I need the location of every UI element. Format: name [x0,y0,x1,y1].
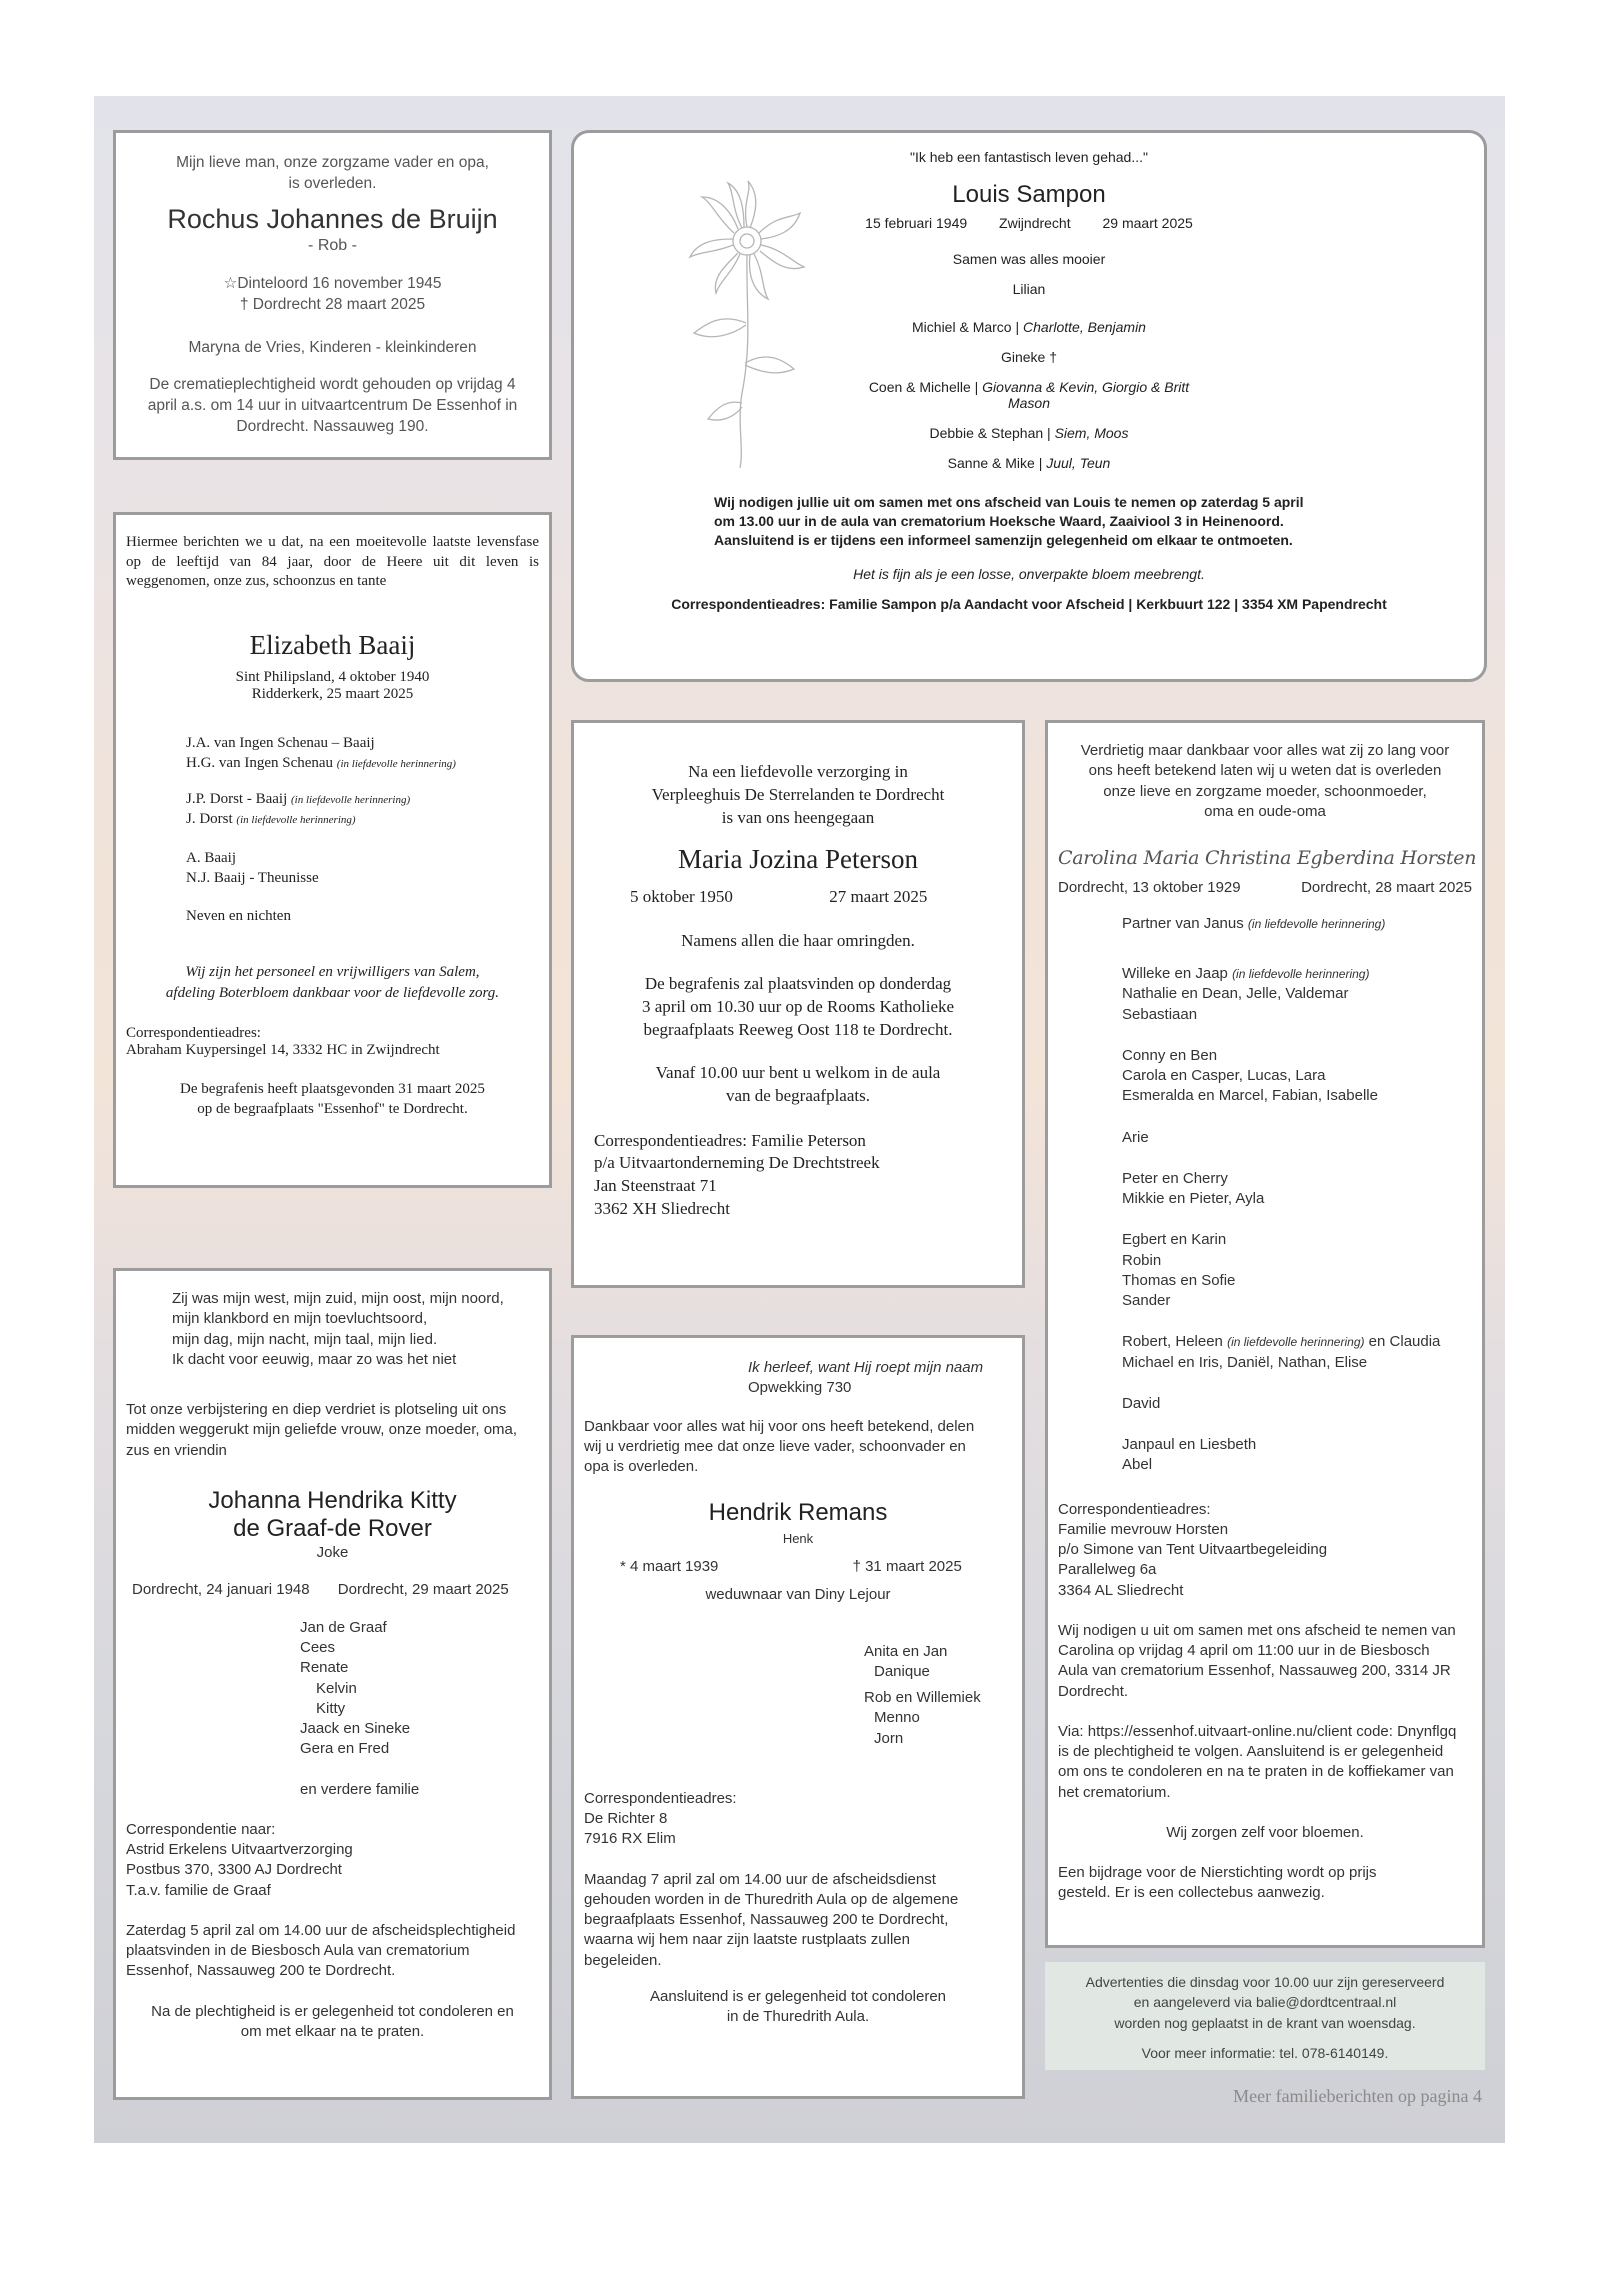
intro-line: midden weggerukt mijn geliefde vrouw, onze moeder, oma, [126,1421,518,1439]
hendrik-widower: weduwnaar van Diny Lejour [705,1586,891,1604]
family-member: Mikkie en Pieter, Ayla [1122,1190,1265,1208]
address-line: Correspondentieadres: Familie Peterson [594,1130,866,1150]
invite-line: Dordrecht. [1058,1682,1129,1700]
address-line: De Richter 8 [584,1810,668,1828]
louis-quote: "Ik heb een fantastisch leven gehad..." [910,149,1148,165]
grandchildren-names: Juul, Teun [1046,455,1111,471]
via-line: Via: https://essenhof.uitvaart-online.nu/client code: Dnynflgq [1058,1722,1457,1740]
louis-address: Correspondentieadres: Familie Sampon p/a Aandacht voor Afscheid | Kerkbuurt 122 | 3354 XM Papendrecht [671,595,1387,612]
welcome-line: van de begraafplaats. [726,1085,870,1105]
maria-intro [594,761,1002,830]
maria-welcome [594,1062,1002,1108]
carolina-charity [1058,1863,1472,1904]
louis-flower-note: Het is fijn als je een losse, onverpakte bloem meebrengt. [853,565,1205,582]
after-line: om met elkaar na te praten. [240,2022,425,2040]
grandchildren-names: Siem, Moos [1054,425,1129,441]
rochus-family: Maryna de Vries, Kinderen - kleinkinderen [188,338,477,356]
maria-funeral [594,973,1002,1042]
maria-birth: 5 oktober 1950 [630,886,733,906]
carolina-family [1058,914,1472,1476]
service-line: gehouden worden in de Thuredrith Aula op de algemene [584,1890,959,1908]
family-member: Sebastiaan [1122,1005,1198,1023]
intro-line: op de leeftijd van 84 jaar, door de Heere uit dit leven is [126,553,539,570]
address-line: Correspondentieadres: [1058,1500,1211,1518]
welcome-line: Vanaf 10.00 uur bent u welkom in de aula [655,1062,941,1082]
poem-line: Zij was mijn west, mijn zuid, mijn oost, mijn noord, [172,1290,504,1307]
family-member: Cees [300,1639,336,1657]
family-member: Neven en nichten [186,908,291,924]
louis-death-date: 29 maart 2025 [1102,215,1193,231]
elizabeth-died: Ridderkerk, 25 maart 2025 [251,685,414,702]
johanna-dates [126,1580,539,1600]
rochus-ceremony-1: De crematieplechtigheid wordt gehouden op vrijdag 4 [149,375,516,393]
corr-line: Correspondentie naar: [126,1820,276,1838]
notice-elizabeth-baaij [113,512,552,1188]
notice-carolina-horsten [1045,720,1485,1948]
family-names: Michiel & Marco | [912,319,1024,335]
family-member: Carola en Casper, Lucas, Lara [1122,1067,1326,1085]
family-member: Kelvin [316,1679,357,1697]
intro-line: Verdrietig maar dankbaar voor alles wat zij zo lang voor [1080,742,1450,759]
carolina-address [1058,1500,1472,1601]
hendrik-name: Hendrik Remans [708,1499,888,1527]
rochus-ceremony-3: Dordrecht. Nassauweg 190. [236,417,429,435]
elizabeth-corr-label: Correspondentieadres: [126,1024,261,1041]
family-member: Jaack en Sineke [300,1720,411,1738]
louis-birth-date: 15 februari 1949 [865,215,968,231]
invite-line: Aansluitend is er tijdens een informeel samenzijn gelegenheid om elkaar te ontmoeten. [714,531,1293,548]
charity-line: Een bijdrage voor de Nierstichting wordt op prijs [1058,1864,1377,1882]
family-member: Robert, Heleen [1122,1333,1223,1351]
address-line: p/a Uitvaartonderneming De Drechtstreek [594,1153,880,1173]
poem-line: mijn klankbord en mijn toevluchtsoord, [172,1310,428,1328]
poem-line: Ik dacht voor eeuwig, maar zo was het niet [172,1350,457,1368]
family-member: Peter en Cherry [1122,1169,1228,1187]
partner: Partner van Janus [1122,914,1244,932]
intro-line: weggenomen, onze zus, schoonzus en tante [126,573,387,589]
intro-line: onze lieve en zorgzame moeder, schoonmoeder, [1103,782,1427,800]
memorial-note: (in liefdevolle herinnering) [1247,916,1386,931]
family-names: Sanne & Mike | [947,455,1047,471]
maria-address [594,1130,1002,1222]
family-member: Thomas en Sofie [1122,1271,1236,1289]
memorial-note: (in liefdevolle herinnering) [1232,967,1370,982]
family-member: H.G. van Ingen Schenau [186,754,334,771]
family-names: Debbie & Stephan | [929,425,1055,441]
memorial-note: (in liefdevolle herinnering) [336,757,456,770]
hendrik-born: * 4 maart 1939 [620,1558,719,1576]
invite-line: Wij nodigen u uit om samen met ons afscheid te nemen van [1058,1621,1456,1639]
name-line: de Graaf-de Rover [233,1515,432,1543]
family-member: J. Dorst [186,811,233,828]
carolina-invite [1058,1621,1472,1702]
service-line: Maandag 7 april zal om 14.00 uur de afscheidsdienst [584,1870,936,1888]
johanna-name [126,1487,539,1544]
grandchildren-names: Charlotte, Benjamin [1023,319,1146,335]
address-line: Jan Steenstraat 71 [594,1176,717,1196]
notice-maria-peterson [571,720,1025,1288]
funeral-line: De begrafenis zal plaatsvinden op donderdag [644,973,952,993]
hendrik-quote-block [584,1358,1012,1399]
family-member: en Claudia [1368,1333,1441,1351]
after-line: Na de plechtigheid is er gelegenheid tot condoleren en [151,2002,514,2020]
maria-behalf: Namens allen die haar omringden. [681,930,915,950]
notice-info: Voor meer informatie: tel. 078-6140149. [1141,2044,1389,2061]
hendrik-died: † 31 maart 2025 [852,1558,962,1576]
intro-line: oma en oude-oma [1204,802,1326,820]
johanna-family [126,1618,539,1800]
rochus-ceremony-2: april a.s. om 14 uur in uitvaartcentrum De Essenhof in [147,396,518,414]
maria-death: 27 maart 2025 [829,886,928,906]
hendrik-quote: Ik herleef, want Hij roept mijn naam [748,1359,984,1376]
address-line: Parallelweg 6a [1058,1561,1157,1579]
johanna-correspondence [126,1820,539,1901]
memorial-note: (in liefdevolle herinnering) [1227,1335,1365,1350]
corr-line: Postbus 370, 3300 AJ Dordrecht [126,1861,342,1879]
notice-louis-sampon [571,130,1487,682]
address-line: p/o Simone van Tent Uitvaartbegeleiding [1058,1541,1328,1559]
family-member: Esmeralda en Marcel, Fabian, Isabelle [1122,1087,1378,1105]
maria-name: Maria Jozina Peterson [678,843,918,874]
via-line: om ons te condoleren en na te praten in de koffiekamer van [1058,1763,1454,1781]
hendrik-dates [584,1557,1012,1577]
family-member: Arie [1122,1128,1149,1146]
intro-line: Verpleeghuis De Sterrelanden te Dordrecht [651,784,945,804]
family-names: Coen & Michelle | [868,379,983,395]
family-member: Anita en Jan [864,1642,948,1660]
family-member: Renate [300,1659,349,1677]
family-member: Willeke en Jaap [1122,965,1228,983]
intro-line: Tot onze verbijstering en diep verdriet is plotseling uit ons [126,1401,507,1418]
elizabeth-corr-address: Abraham Kuypersingel 14, 3332 HC in Zwijndrecht [126,1041,440,1058]
louis-tagline: Samen was alles mooier [952,251,1106,267]
maria-dates [594,887,1002,907]
notice-line: Advertenties die dinsdag voor 10.00 uur zijn gereserveerd [1085,1974,1445,1990]
memorial-note: (in liefdevolle herinnering) [236,814,356,827]
memorial-note: (in liefdevolle herinnering) [291,794,411,806]
johanna-poem [126,1289,539,1370]
carolina-died: Dordrecht, 28 maart 2025 [1301,878,1472,896]
notice-rochus [113,130,552,460]
rochus-nickname: - Rob - [308,236,357,254]
elizabeth-intro [126,533,539,572]
invite-line: om 13.00 uur in de aula van crematorium Hoeksche Waard, Zaaiviool 3 in Heinenoord. [714,512,1284,529]
johanna-intro [126,1400,539,1461]
louis-family-1 [574,319,1484,335]
family-member: Conny en Ben [1122,1046,1218,1064]
family-member: A. Baaij [186,849,236,866]
rochus-intro-1: Mijn lieve man, onze zorgzame vader en opa, [176,154,489,171]
after-line: in de Thuredrith Aula. [726,2008,870,2026]
family-member: Egbert en Karin [1122,1231,1227,1249]
address-line: 3364 AL Sliedrecht [1058,1581,1184,1599]
family-member: Michael en Iris, Daniël, Nathan, Elise [1122,1353,1368,1371]
carolina-via [1058,1722,1472,1803]
carolina-dates [1058,878,1472,898]
family-member: Kitty [316,1699,346,1717]
louis-family-2: Gineke † [1000,349,1058,365]
johanna-nickname: Joke [316,1544,349,1562]
louis-family-3 [574,379,1484,395]
louis-invitation [574,493,1484,550]
family-member: Sander [1122,1292,1171,1310]
hendrik-after [584,1987,1012,2028]
grandchildren-names: Giovanna & Kevin, Giorgio & Britt [982,379,1190,395]
service-line: begeleiden. [584,1951,662,1969]
notice-line: en aangeleverd via balie@dordtcentraal.nl [1133,1994,1397,2011]
address-line: 3362 XH Sliedrecht [594,1199,730,1219]
staff-line: Wij zijn het personeel en vrijwilligers van Salem, [185,964,480,981]
intro-line: opa is overleden. [584,1458,699,1475]
family-member: Robin [1122,1251,1162,1269]
intro-line: Dankbaar voor alles wat hij voor ons heeft betekend, delen [584,1417,975,1435]
elizabeth-born: Sint Philipsland, 4 oktober 1940 [235,668,430,685]
invite-line: Carolina op vrijdag 4 april om 11:00 uur in de Biesbosch [1058,1642,1430,1660]
family-member: Abel [1122,1456,1153,1474]
louis-family-3-cont: Mason [1007,395,1051,411]
funeral-line: op de begraafplaats "Essenhof" te Dordrecht. [197,1101,468,1117]
staff-line: afdeling Boterbloem dankbaar voor de liefdevolle zorg. [165,984,500,1001]
intro-line: zus en vriendin [126,1441,227,1459]
hendrik-quote-source: Opwekking 730 [748,1379,852,1397]
address-line: Familie mevrouw Horsten [1058,1520,1229,1538]
hendrik-family [584,1642,1012,1749]
hendrik-service [584,1870,1012,1971]
johanna-died: Dordrecht, 29 maart 2025 [337,1580,509,1598]
family-member: Jan de Graaf [300,1618,387,1636]
louis-family-5 [574,455,1484,471]
family-member: Rob en Willemiek [864,1689,981,1707]
notice-hendrik-remans [571,1335,1025,2099]
poem-line: mijn dag, mijn nacht, mijn taal, mijn lied. [172,1330,438,1348]
johanna-after [126,2002,539,2043]
after-line: Aansluitend is er gelegenheid tot condoleren [649,1987,947,2005]
family-member: Jorn [874,1729,904,1747]
family-member: N.J. Baaij - Theunisse [186,869,319,886]
family-member: Nathalie en Dean, Jelle, Valdemar [1122,985,1349,1003]
elizabeth-staff-note [126,962,539,1003]
service-line: begraafplaats Essenhof, Nassauweg 200 te Dordrecht, [584,1911,949,1929]
family-member: J.A. van Ingen Schenau – Baaij [186,734,375,751]
address-line: Correspondentieadres: [584,1789,737,1807]
johanna-ceremony [126,1921,539,1982]
rochus-died: † Dordrecht 28 maart 2025 [239,296,426,314]
intro-line: Na een liefdevolle verzorging in [688,762,908,781]
service-line: waarna wij hem naar zijn laatste rustplaats zullen [584,1931,910,1949]
elizabeth-name: Elizabeth Baaij [249,629,416,660]
intro-line: is van ons heengegaan [721,807,875,827]
ceremony-line: Essenhof, Nassauweg 200 te Dordrecht. [126,1962,396,1980]
corr-line: T.a.v. familie de Graaf [126,1881,271,1899]
family-member: Danique [874,1662,930,1680]
ceremony-line: Zaterdag 5 april zal om 14.00 uur de afscheidsplechtigheid [126,1921,516,1939]
invite-line: Aula van crematorium Essenhof, Nassauweg 200, 3314 JR [1058,1662,1451,1680]
via-line: het crematorium. [1058,1783,1171,1801]
elizabeth-family [126,733,539,927]
hendrik-address [584,1789,1012,1850]
name-line: Johanna Hendrika Kitty [208,1486,457,1514]
funeral-line: De begrafenis heeft plaatsgevonden 31 maart 2025 [180,1080,485,1097]
carolina-born: Dordrecht, 13 oktober 1929 [1058,878,1241,896]
family-member: J.P. Dorst - Baaij [186,791,288,807]
family-member: Menno [874,1709,920,1727]
elizabeth-funeral [126,1079,539,1120]
funeral-line: 3 april om 10.30 uur op de Rooms Katholieke [641,996,955,1016]
louis-spouse: Lilian [1012,281,1046,297]
louis-place: Zwijndrecht [999,215,1071,231]
louis-name: Louis Sampon [952,181,1106,208]
notice-johanna-de-graaf [113,1268,552,2100]
hendrik-intro [584,1417,1012,1478]
louis-family-4 [574,425,1484,441]
funeral-line: begraafplaats Reeweg Oost 118 te Dordrecht. [643,1019,953,1039]
intro-line: Hiermee berichten we u dat, na een moeitevolle laatste levensfase [126,534,539,550]
advertising-notice [1045,1962,1485,2070]
rochus-intro-2: is overleden. [288,174,377,192]
carolina-flowers: Wij zorgen zelf voor bloemen. [1166,1823,1364,1841]
intro-line: ons heeft betekend laten wij u weten dat is overleden [1088,762,1442,780]
carolina-name: Carolina Maria Christina Egberdina Horsten [1058,847,1477,869]
corr-line: Astrid Erkelens Uitvaartverzorging [126,1841,353,1859]
more-notices-link[interactable]: Meer familieberichten op pagina 4 [1233,2086,1482,2106]
address-line: 7916 RX Elim [584,1830,676,1848]
charity-line: gesteld. Er is een collectebus aanwezig. [1058,1884,1325,1902]
carolina-intro [1058,741,1472,822]
via-line: is de plechtigheid te volgen. Aansluitend is er gelegenheid [1058,1743,1444,1761]
johanna-born: Dordrecht, 24 januari 1948 [132,1580,310,1598]
family-member: Janpaul en Liesbeth [1122,1436,1257,1454]
intro-line: wij u verdrietig mee dat onze lieve vader, schoonvader en [584,1437,966,1455]
family-member: en verdere familie [300,1780,420,1798]
ceremony-line: plaatsvinden in de Biesbosch Aula van crematorium [126,1942,470,1960]
notice-line: worden nog geplaatst in de krant van woensdag. [1114,2014,1416,2031]
rochus-name: Rochus Johannes de Bruijn [167,203,498,234]
hendrik-nickname: Henk [782,1530,814,1546]
louis-dates [574,215,1484,231]
rochus-born: ☆Dinteloord 16 november 1945 [223,275,442,293]
family-member: Gera en Fred [300,1740,390,1758]
family-member: David [1122,1394,1161,1412]
invite-line: Wij nodigen jullie uit om samen met ons afscheid van Louis te nemen op zaterdag 5 april [714,494,1304,510]
